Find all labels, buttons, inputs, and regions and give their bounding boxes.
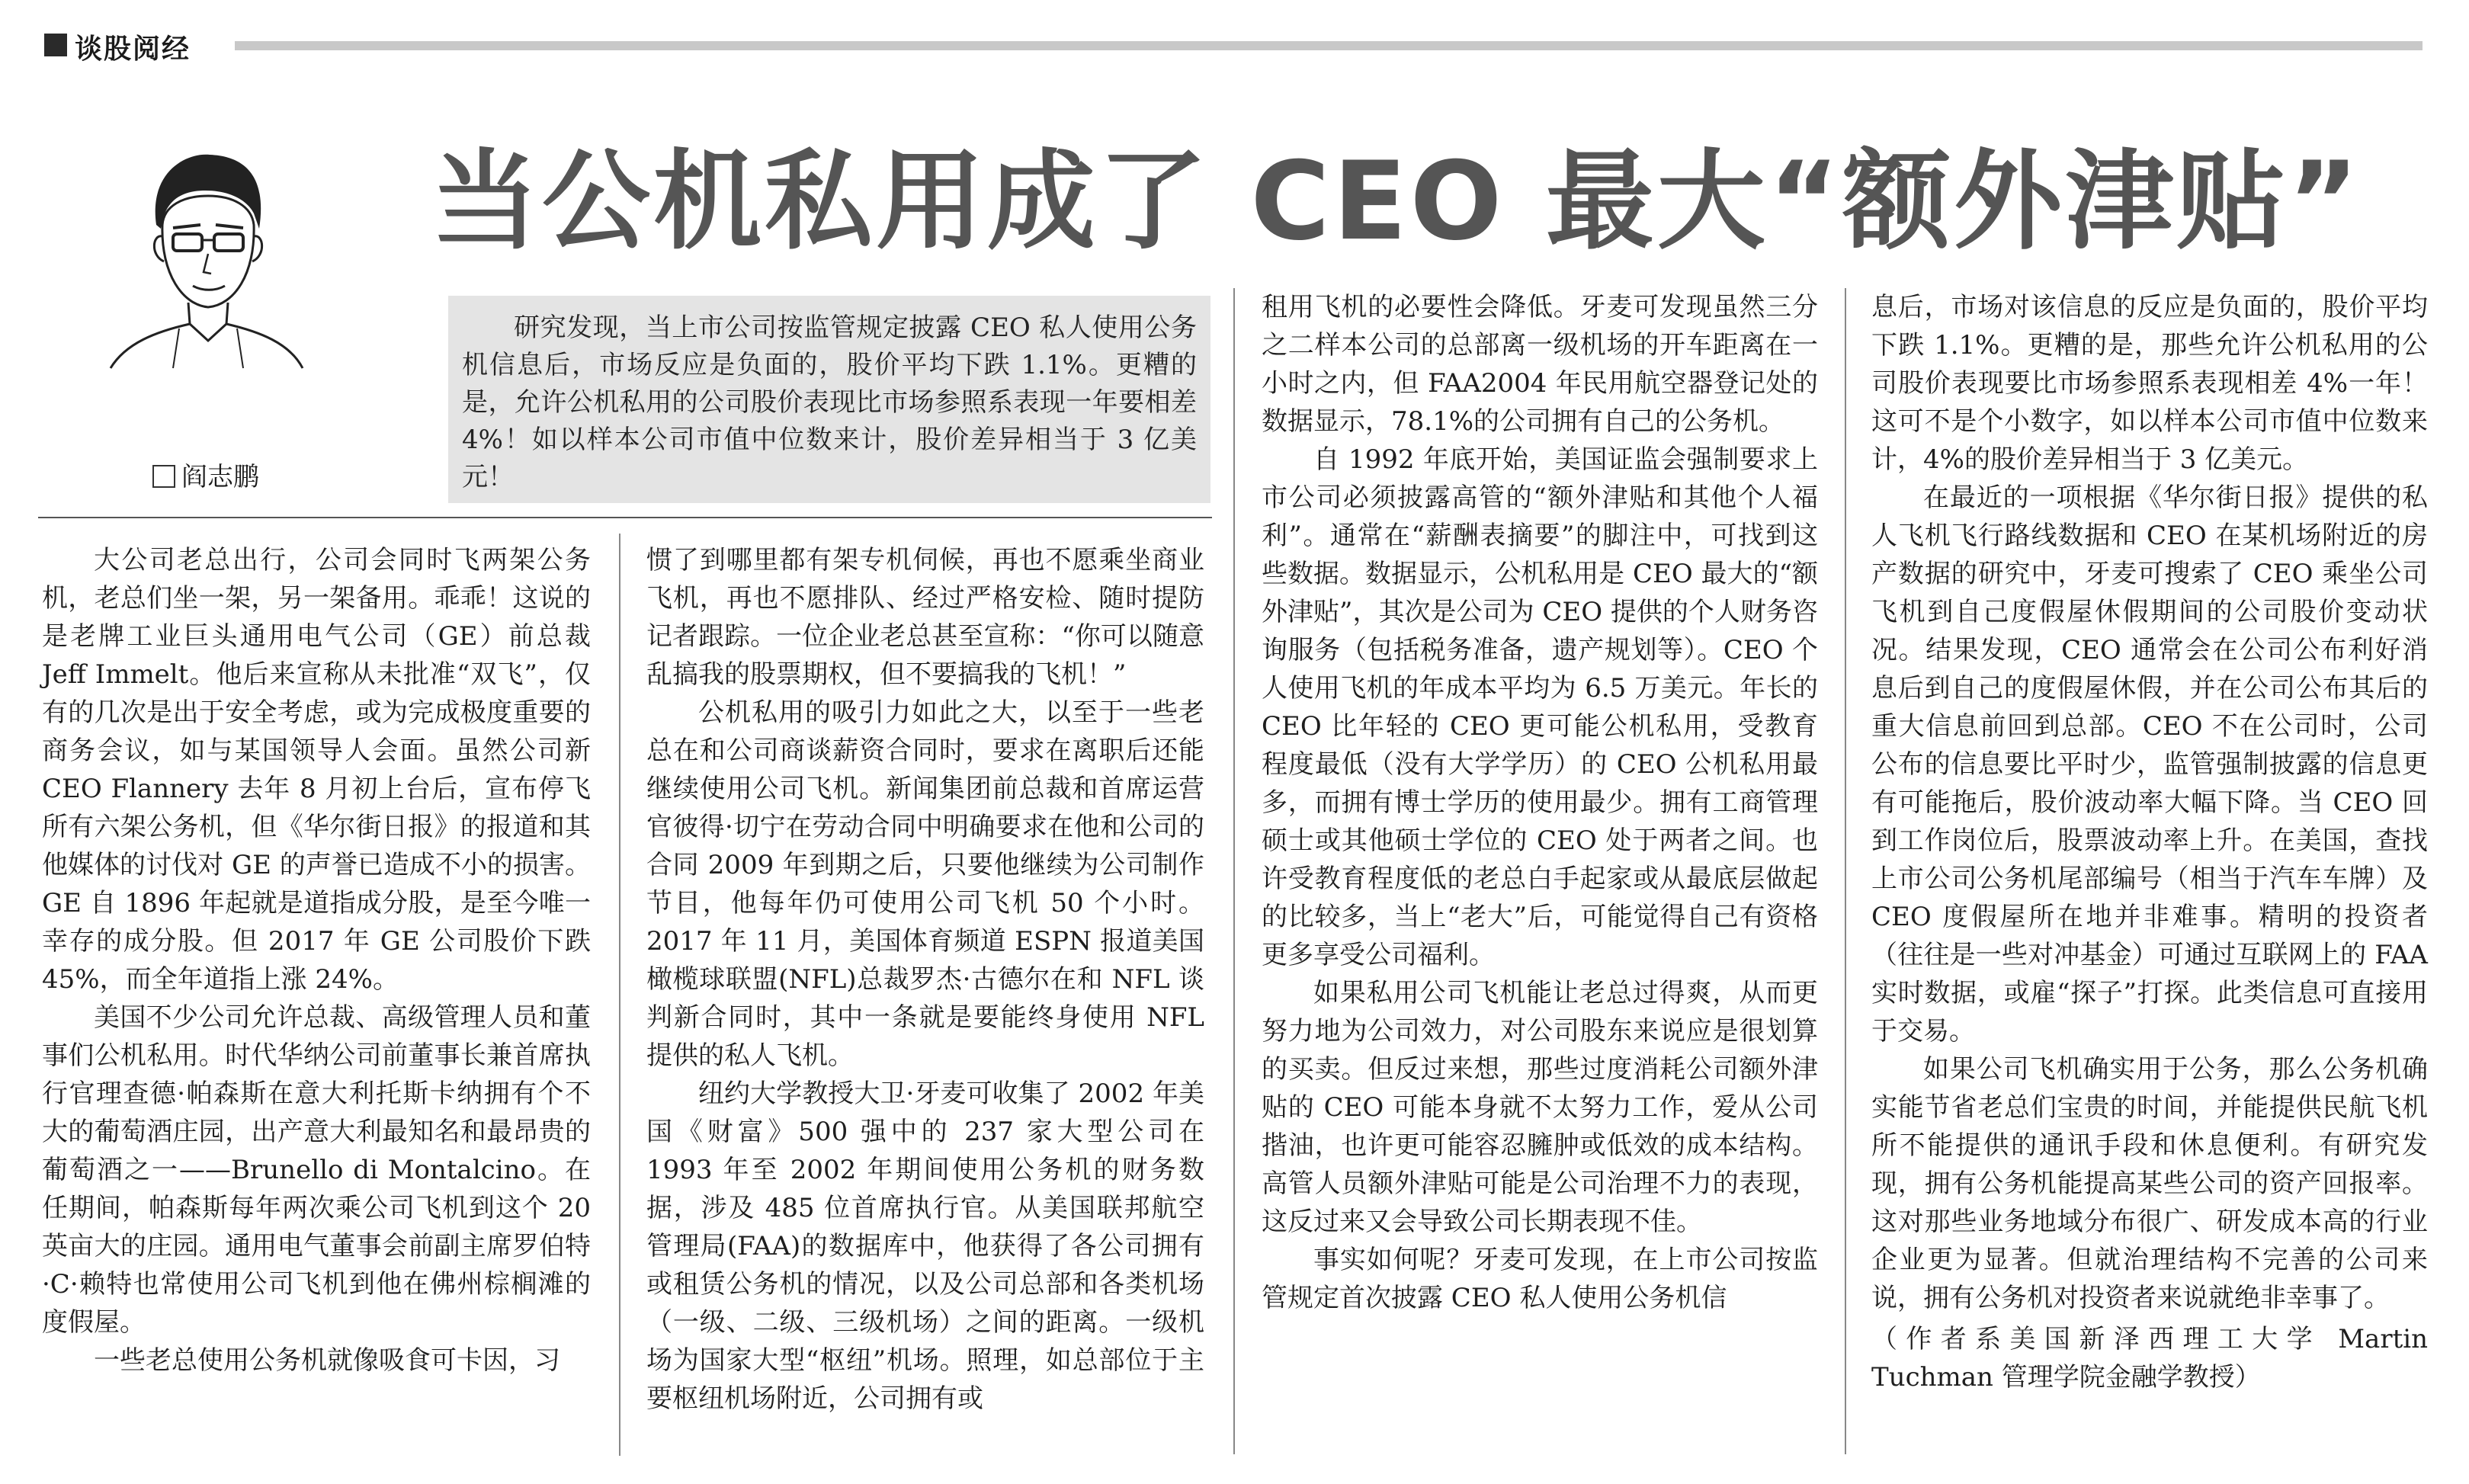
author-box-icon [152, 465, 175, 488]
author-byline: （作者系美国新泽西理工大学 Martin Tuchman 管理学院金融学教授） [1871, 1324, 2428, 1393]
headline: 当公机私用成了 CEO 最大“额外津贴” [431, 139, 2362, 264]
article-column-3 [1262, 288, 1818, 1317]
section-rule [235, 41, 2423, 50]
paragraph: 租用飞机的必要性会降低。牙麦可发现虽然三分之二样本公司的总部离一级机场的开车距离在一小时之内，但 FAA2004 年民用航空器登记处的数据显示，78.1%的公司拥有自己的公务机。 [1262, 292, 1818, 437]
column-rule [1845, 288, 1846, 1454]
abstract-text: 研究发现，当上市公司按监管规定披露 CEO 私人使用公务机信息后，市场反应是负面的，股价平均下跌 1.1%。更糟的是，允许公机私用的公司股价表现比市场参照系表现一年要相差 4%！如以样本公司市值中位数来计，股价差异相当于 3 亿美元！ [462, 313, 1197, 492]
paragraph: 纽约大学教授大卫·牙麦可收集了 2002 年美国《财富》500 强中的 237 家大型公司在 1993 年至 2002 年期间使用公务机的财务数据，涉及 485 位首席执行官。从美国联邦航空管理局(FAA)的数据库中，他获得了各公司拥有或租赁公务机的情况，以及公司总部和各类机场（一级、二级、三级机场）之间的距离。一级机场为国家大型“枢纽”机场。照理，如总部位于主要枢纽机场附近，公司拥有或 [646, 1079, 1204, 1414]
author-name: 阎志鹏 [181, 462, 259, 492]
column-rule [1233, 288, 1235, 1454]
article-column-2 [646, 541, 1204, 1418]
section-header [44, 30, 2423, 65]
paragraph: 在最近的一项根据《华尔街日报》提供的私人飞机飞行路线数据和 CEO 在某机场附近的房产数据的研究中，牙麦可搜索了 CEO 乘坐公司飞机到自己度假屋休假期间的公司股价变动状况。结果发现，CEO 通常会在公司公布利好消息后到自己的度假屋休假，并在公司公布其后的重大信息前回到总部。CEO 不在公司时，公司公布的信息要比平时少，监管强制披露的信息更有可能拖后，股价波动率大幅下降。当 CEO 回到工作岗位后，股票波动率上升。在美国，查找上市公司公务机尾部编号（相当于汽车车牌）及 CEO 度假屋所在地并非难事。精明的投资者（往往是一些对冲基金）可通过互联网上的 FAA 实时数据，或雇“探子”打探。此类信息可直接用于交易。 [1871, 482, 2428, 1046]
column-rule [619, 534, 620, 1456]
paragraph: 惯了到哪里都有架专机伺候，再也不愿乘坐商业飞机，再也不愿排队、经过严格安检、随时提防记者跟踪。一位企业老总甚至宣称：“你可以随意乱搞我的股票期权，但不要搞我的飞机！” [646, 545, 1204, 690]
paragraph: 息后，市场对该信息的反应是负面的，股价平均下跌 1.1%。更糟的是，那些允许公机私用的公司股价表现要比市场参照系表现相差 4%一年！这可不是个小数字，如以样本公司市值中位数来计，4%的股价差异相当于 3 亿美元。 [1871, 292, 2428, 475]
paragraph: 一些老总使用公务机就像吸食可卡因，习 [94, 1345, 560, 1376]
author-portrait [103, 141, 309, 370]
divider [38, 517, 1212, 518]
article-column-4 [1871, 288, 2428, 1396]
paragraph: 大公司老总出行，公司会同时飞两架公务机，老总们坐一架，另一架备用。乖乖！这说的是老牌工业巨头通用电气公司（GE）前总裁 Jeff Immelt。他后来宣称从未批准“双飞”，仅有的几次是出于安全考虑，或为完成极度重要的商务会议，如与某国领导人会面。虽然公司新 CEO Flannery 去年 8 月初上台后，宣布停飞所有六架公务机，但《华尔街日报》的报道和其他媒体的讨伐对 GE 的声誉已造成不小的损害。GE 自 1896 年起就是道指成分股，是至今唯一幸存的成分股。但 2017 年 GE 公司股价下跌 45%，而全年道指上涨 24%。 [42, 545, 591, 995]
section-square-icon [44, 34, 67, 56]
author-caption [152, 456, 259, 493]
section-label: 谈股阅经 [75, 34, 191, 65]
abstract-box [448, 296, 1210, 503]
paragraph: 如果私用公司飞机能让老总过得爽，从而更努力地为公司效力，对公司股东来说应是很划算的买卖。但反过来想，那些过度消耗公司额外津贴的 CEO 可能本身就不太努力工作，爱从公司揩油，也许更可能容忍臃肿或低效的成本结构。高管人员额外津贴可能是公司治理不力的表现，这反过来又会导致公司长期表现不佳。 [1262, 978, 1818, 1237]
paragraph: 事实如何呢？牙麦可发现，在上市公司按监管规定首次披露 CEO 私人使用公务机信 [1262, 1245, 1818, 1313]
paragraph: 自 1992 年底开始，美国证监会强制要求上市公司必须披露高管的“额外津贴和其他个人福利”。通常在“薪酬表摘要”的脚注中，可找到这些数据。数据显示，公机私用是 CEO 最大的“额外津贴”，其次是公司为 CEO 提供的个人财务咨询服务（包括税务准备，遗产规划等）。CEO 个人使用飞机的年成本平均为 6.5 万美元。年长的 CEO 比年轻的 CEO 更可能公机私用，受教育程度最低（没有大学学历）的 CEO 公机私用最多，而拥有博士学历的使用最少。拥有工商管理硕士或其他硕士学位的 CEO 处于两者之间。也许受教育程度低的老总白手起家或从最底层做起的比较多，当上“老大”后，可能觉得自己有资格更多享受公司福利。 [1262, 444, 1818, 970]
paragraph: 美国不少公司允许总裁、高级管理人员和董事们公机私用。时代华纳公司前董事长兼首席执行官理查德·帕森斯在意大利托斯卡纳拥有个不大的葡萄酒庄园，出产意大利最知名和最昂贵的葡萄酒之一——Brunello di Montalcino。在任期间，帕森斯每年两次乘公司飞机到这个 20 英亩大的庄园。通用电气董事会前副主席罗伯特·C·赖特也常使用公司飞机到他在佛州棕榈滩的度假屋。 [42, 1002, 591, 1338]
paragraph: 公机私用的吸引力如此之大，以至于一些老总在和公司商谈薪资合同时，要求在离职后还能继续使用公司飞机。新闻集团前总裁和首席运营官彼得·切宁在劳动合同中明确要求在他和公司的合同 2009 年到期之后，只要他继续为公司制作节目，他每年仍可使用公司飞机 50 个小时。2017 年 11 月，美国体育频道 ESPN 报道美国橄榄球联盟(NFL)总裁罗杰·古德尔在和 NFL 谈判新合同时，其中一条就是要能终身使用 NFL 提供的私人飞机。 [646, 697, 1204, 1071]
paragraph: 如果公司飞机确实用于公务，那么公务机确实能节省老总们宝贵的时间，并能提供民航飞机所不能提供的通讯手段和休息便利。有研究发现，拥有公务机能提高某些公司的资产回报率。这对那些业务地域分布很广、研发成本高的行业企业更为显著。但就治理结构不完善的公司来说，拥有公务机对投资者来说就绝非幸事了。 [1871, 1054, 2428, 1313]
article-column-1 [42, 541, 591, 1380]
